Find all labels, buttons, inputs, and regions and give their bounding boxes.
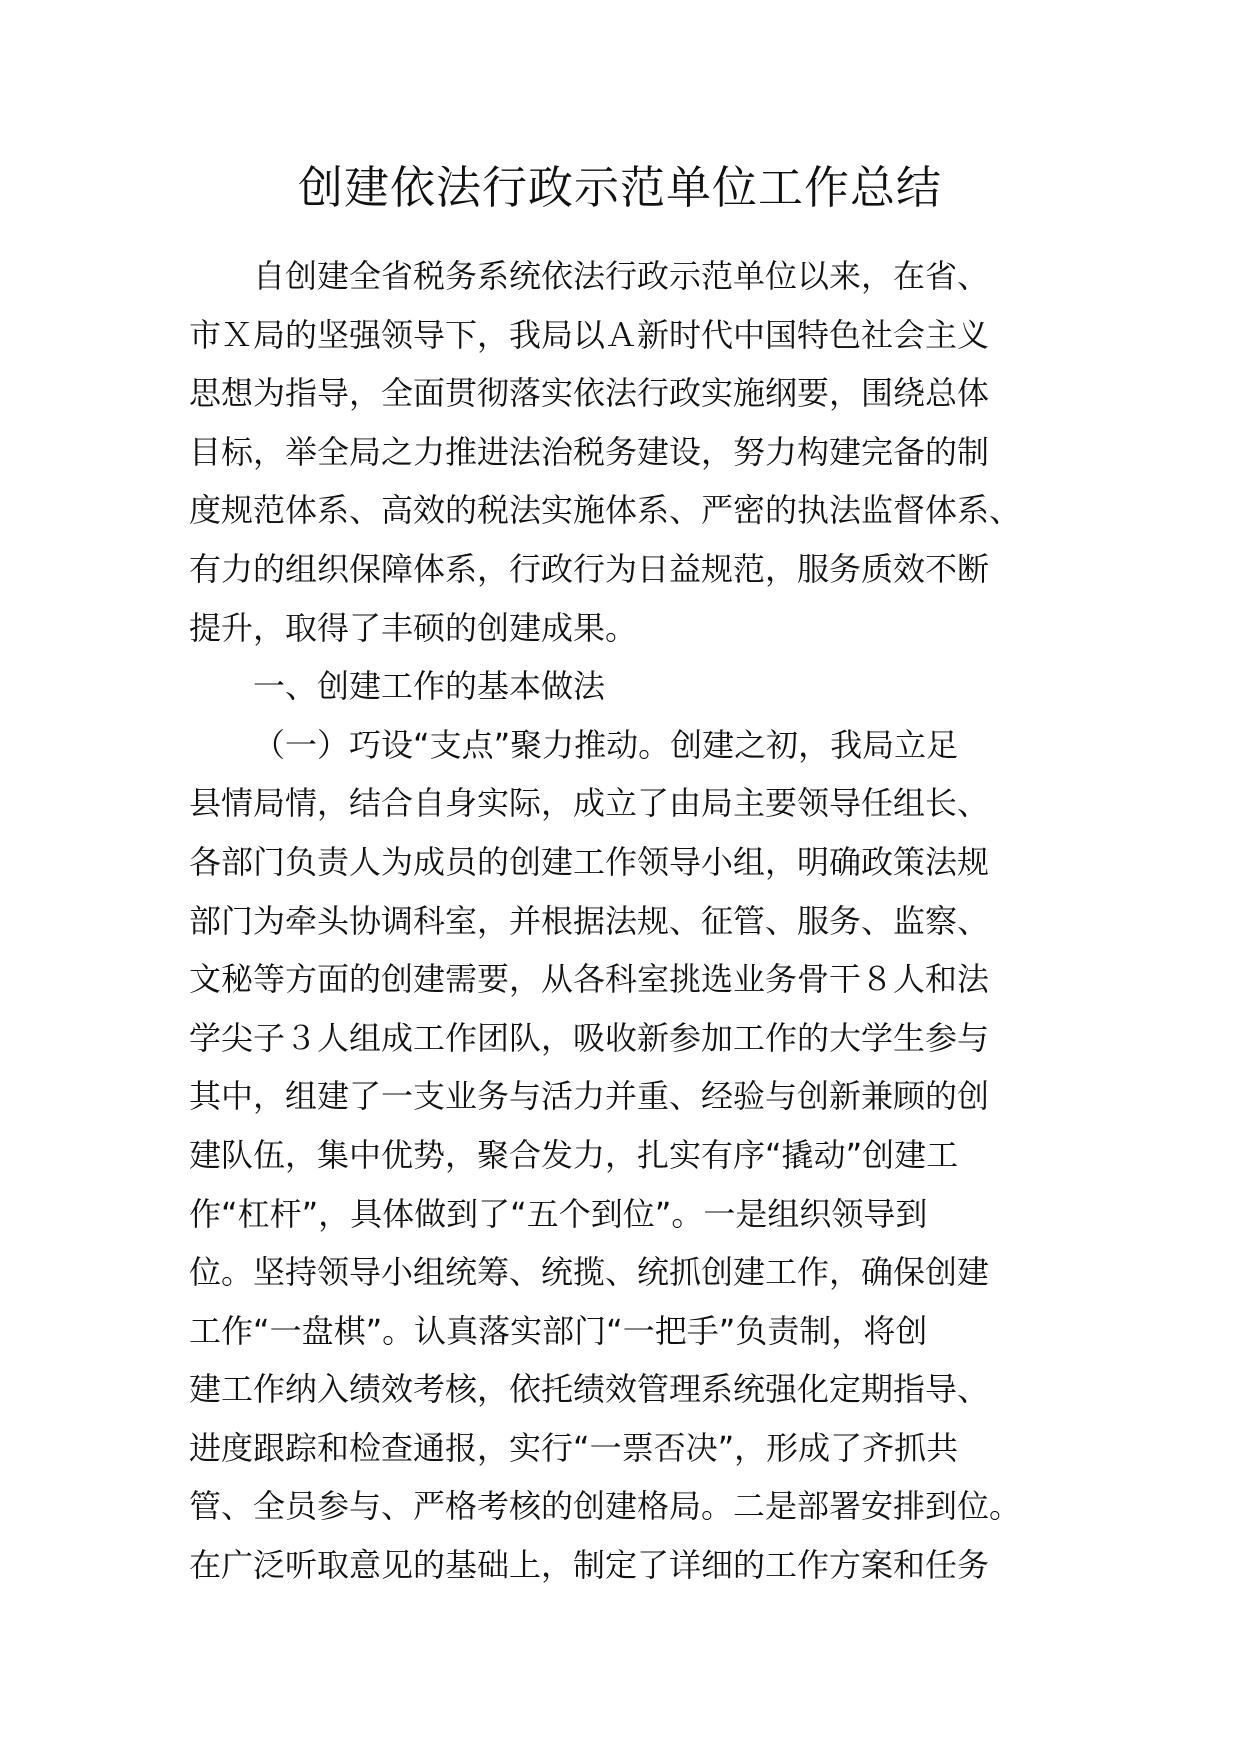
paragraph-line: 各部门负责人为成员的创建工作领导小组，明确政策法规 [189,842,990,881]
section-heading: 一、创建工作的基本做法 [253,667,606,706]
paragraph-line: 市Ｘ局的坚强领导下，我局以Ａ新时代中国特色社会主义 [189,315,990,354]
paragraph-line: 位。坚持领导小组统筹、统揽、统抓创建工作，确保创建 [189,1253,990,1292]
document-body [189,247,1069,1595]
paragraph-line: 有力的组织保障体系，行政行为日益规范，服务质效不断 [189,549,990,588]
paragraph-line: 进度跟踪和检查通报，实行“一票否决”，形成了齐抓共 [189,1428,959,1467]
paragraph-line: 部门为牵头协调科室，并根据法规、征管、服务、监察、 [189,901,990,940]
paragraph-line: 在广泛听取意见的基础上，制定了详细的工作方案和任务 [189,1546,990,1585]
paragraph-line: 度规范体系、高效的税法实施体系、严密的执法监督体系、 [189,491,1022,530]
paragraph-line: 文秘等方面的创建需要，从各科室挑选业务骨干８人和法 [189,960,990,999]
paragraph-line: 自创建全省税务系统依法行政示范单位以来，在省、 [253,257,990,295]
paragraph-line: 提升，取得了丰硕的创建成果。 [189,608,638,647]
paragraph-line: 目标，举全局之力推进法治税务建设，努力构建完备的制 [189,432,990,471]
paragraph-line: 建工作纳入绩效考核，依托绩效管理系统强化定期指导、 [189,1370,990,1409]
paragraph-line: 县情局情，结合自身实际，成立了由局主要领导任组长、 [189,784,990,823]
paragraph-line: 管、全员参与、严格考核的创建格局。二是部署安排到位。 [189,1487,1022,1526]
paragraph-line: 作“杠杆”，具体做到了“五个到位”。一是组织领导到 [189,1194,928,1233]
paragraph-line: 工作“一盘棋”。认真落实部门“一把手”负责制，将创 [189,1311,928,1350]
paragraph-line: 学尖子３人组成工作团队，吸收新参加工作的大学生参与 [189,1018,990,1057]
paragraph-line: 其中，组建了一支业务与活力并重、经验与创新兼顾的创 [189,1077,990,1116]
document-title: 创建依法行政示范单位工作总结 [297,161,942,214]
paragraph-line: （一）巧设“支点”聚力推动。创建之初，我局立足 [253,725,959,764]
paragraph-line: 思想为指导，全面贯彻落实依法行政实施纲要，围绕总体 [189,374,990,413]
paragraph-line: 建队伍，集中优势，聚合发力，扎实有序“撬动”创建工 [189,1135,959,1174]
